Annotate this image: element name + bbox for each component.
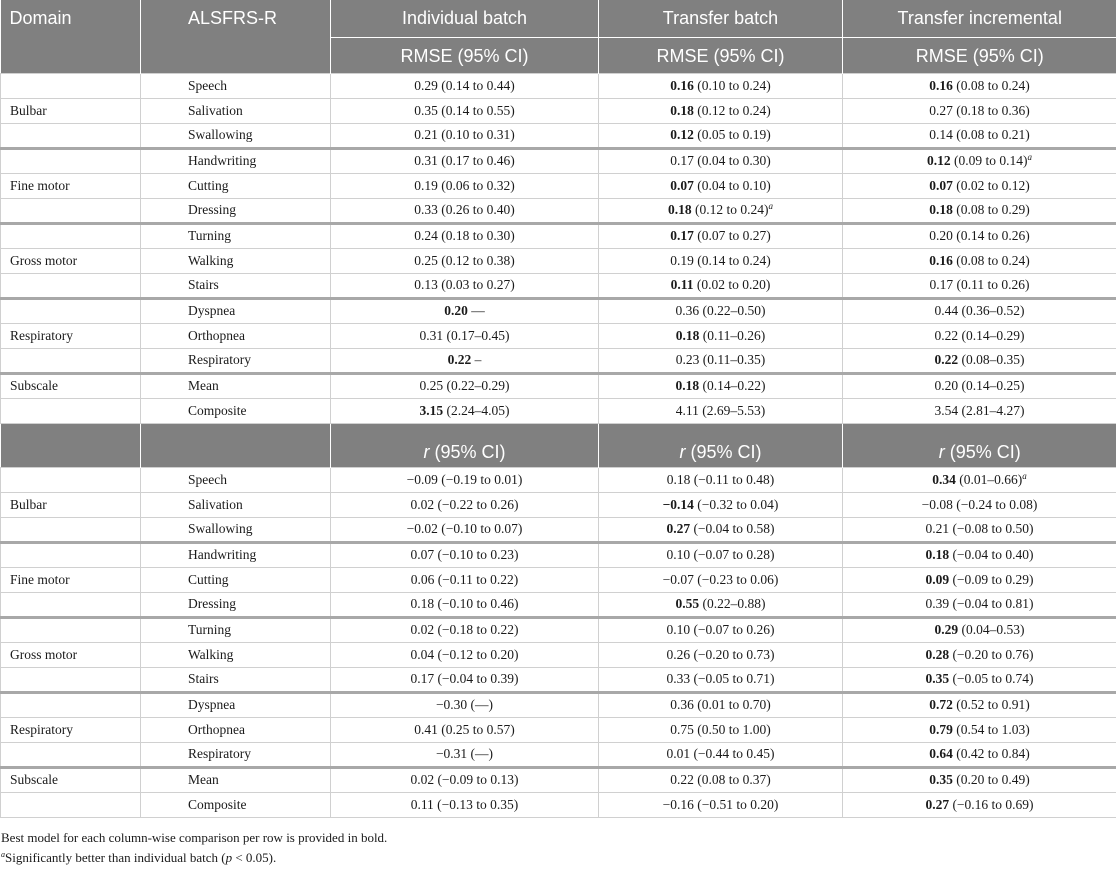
transfer-incremental-cell: 0.22 (0.08–0.35)	[843, 348, 1116, 373]
r-subheader: r (95% CI)	[331, 423, 599, 467]
header-spacer	[1, 423, 141, 467]
transfer-incremental-cell: −0.08 (−0.24 to 0.08)	[843, 492, 1116, 517]
transfer-batch-cell: 0.16 (0.10 to 0.24)	[599, 73, 843, 98]
transfer-incremental-cell: 0.29 (0.04–0.53)	[843, 617, 1116, 642]
item-cell: Respiratory	[141, 348, 331, 373]
transfer-batch-cell: 0.12 (0.05 to 0.19)	[599, 123, 843, 148]
transfer-incremental-cell: 0.39 (−0.04 to 0.81)	[843, 592, 1116, 617]
transfer-batch-cell: 0.10 (−0.07 to 0.26)	[599, 617, 843, 642]
table-row	[1, 717, 1116, 742]
individual-batch-cell: 0.35 (0.14 to 0.55)	[331, 98, 599, 123]
table-row	[1, 642, 1116, 667]
domain-cell	[1, 123, 141, 148]
domain-header: Domain	[1, 0, 141, 37]
rmse-section	[1, 73, 1116, 423]
transfer-incremental-cell: 0.09 (−0.09 to 0.29)	[843, 567, 1116, 592]
item-cell: Dressing	[141, 592, 331, 617]
transfer-batch-cell: −0.14 (−0.32 to 0.04)	[599, 492, 843, 517]
individual-batch-cell: 0.02 (−0.18 to 0.22)	[331, 617, 599, 642]
individual-batch-cell: 0.13 (0.03 to 0.27)	[331, 273, 599, 298]
item-cell: Composite	[141, 398, 331, 423]
individual-batch-cell: 0.25 (0.22–0.29)	[331, 373, 599, 398]
domain-cell: Subscale	[1, 373, 141, 398]
individual-batch-cell: 0.06 (−0.11 to 0.22)	[331, 567, 599, 592]
individual-batch-cell: 0.19 (0.06 to 0.32)	[331, 173, 599, 198]
item-cell: Stairs	[141, 667, 331, 692]
r-subheader: r (95% CI)	[843, 423, 1116, 467]
transfer-batch-cell: 4.11 (2.69–5.53)	[599, 398, 843, 423]
domain-cell	[1, 398, 141, 423]
transfer-incremental-cell: 0.16 (0.08 to 0.24)	[843, 73, 1116, 98]
individual-batch-cell: 0.04 (−0.12 to 0.20)	[331, 642, 599, 667]
individual-batch-cell: 0.24 (0.18 to 0.30)	[331, 223, 599, 248]
individual-batch-cell: 0.20 —	[331, 298, 599, 323]
table-row	[1, 517, 1116, 542]
transfer-incremental-cell: 0.17 (0.11 to 0.26)	[843, 273, 1116, 298]
domain-cell	[1, 348, 141, 373]
rmse-subheader: RMSE (95% CI)	[599, 37, 843, 73]
item-cell: Salivation	[141, 98, 331, 123]
transfer-incremental-cell: 0.34 $(0.01-0.66)^a$	[843, 467, 1116, 492]
rmse-subheader: RMSE (95% CI)	[331, 37, 599, 73]
domain-cell: Bulbar	[1, 492, 141, 517]
domain-cell	[1, 592, 141, 617]
transfer-incremental-cell: 0.07 (0.02 to 0.12)	[843, 173, 1116, 198]
transfer-incremental-cell: 0.72 (0.52 to 0.91)	[843, 692, 1116, 717]
table-row	[1, 398, 1116, 423]
table-row	[1, 173, 1116, 198]
transfer-batch-cell: 0.17 (0.04 to 0.30)	[599, 148, 843, 173]
individual-batch-cell: 0.02 (−0.22 to 0.26)	[331, 492, 599, 517]
individual-batch-cell: 0.21 (0.10 to 0.31)	[331, 123, 599, 148]
domain-cell	[1, 792, 141, 817]
transfer-incremental-cell: 0.21 (−0.08 to 0.50)	[843, 517, 1116, 542]
domain-cell	[1, 148, 141, 173]
individual-batch-cell: 0.02 (−0.09 to 0.13)	[331, 767, 599, 792]
transfer-batch-cell: 0.36 (0.01 to 0.70)	[599, 692, 843, 717]
domain-cell: Subscale	[1, 767, 141, 792]
table-footnotes	[1, 828, 1116, 868]
table-row	[1, 223, 1116, 248]
transfer-batch-cell: 0.07 (0.04 to 0.10)	[599, 173, 843, 198]
item-cell: Cutting	[141, 567, 331, 592]
item-cell: Dyspnea	[141, 298, 331, 323]
domain-cell: Gross motor	[1, 642, 141, 667]
transfer-batch-cell: 0.18 (−0.11 to 0.48)	[599, 467, 843, 492]
transfer-batch-header: Transfer batch	[599, 0, 843, 37]
item-cell: Dressing	[141, 198, 331, 223]
transfer-batch-cell: 0.19 (0.14 to 0.24)	[599, 248, 843, 273]
item-cell: Orthopnea	[141, 717, 331, 742]
table-row	[1, 667, 1116, 692]
transfer-batch-cell: 0.17 (0.07 to 0.27)	[599, 223, 843, 248]
item-cell: Composite	[141, 792, 331, 817]
transfer-incremental-cell: 0.28 (−0.20 to 0.76)	[843, 642, 1116, 667]
alsfrs-header: ALSFRS-R	[141, 0, 331, 37]
individual-batch-cell: 0.07 (−0.10 to 0.23)	[331, 542, 599, 567]
transfer-batch-cell: 0.36 (0.22–0.50)	[599, 298, 843, 323]
table-row	[1, 198, 1116, 223]
domain-cell	[1, 667, 141, 692]
item-cell: Swallowing	[141, 123, 331, 148]
item-cell: Handwriting	[141, 542, 331, 567]
table-row	[1, 692, 1116, 717]
transfer-incremental-cell: 0.79 (0.54 to 1.03)	[843, 717, 1116, 742]
table-row	[1, 73, 1116, 98]
table-row	[1, 592, 1116, 617]
item-cell: Walking	[141, 642, 331, 667]
domain-cell	[1, 73, 141, 98]
item-cell: Mean	[141, 373, 331, 398]
transfer-batch-cell: −0.07 (−0.23 to 0.06)	[599, 567, 843, 592]
domain-cell: Gross motor	[1, 248, 141, 273]
transfer-batch-cell: 0.26 (−0.20 to 0.73)	[599, 642, 843, 667]
transfer-batch-cell: 0.22 (0.08 to 0.37)	[599, 767, 843, 792]
table-row	[1, 567, 1116, 592]
domain-cell	[1, 742, 141, 767]
item-cell: Speech	[141, 73, 331, 98]
individual-batch-cell: −0.02 (−0.10 to 0.07)	[331, 517, 599, 542]
transfer-incremental-cell: 0.12 (0.09 to 0.14)$^a$	[843, 148, 1116, 173]
individual-batch-cell: 0.31 (0.17 to 0.46)	[331, 148, 599, 173]
domain-cell: Respiratory	[1, 323, 141, 348]
individual-batch-cell: −0.09 (−0.19 to 0.01)	[331, 467, 599, 492]
transfer-batch-cell: 0.11 (0.02 to 0.20)	[599, 273, 843, 298]
domain-cell	[1, 467, 141, 492]
transfer-batch-cell: 0.55 (0.22–0.88)	[599, 592, 843, 617]
transfer-incremental-header: Transfer incremental	[843, 0, 1116, 37]
transfer-incremental-cell: 0.64 (0.42 to 0.84)	[843, 742, 1116, 767]
transfer-batch-cell: 0.18 (0.12 to 0.24)$^a$	[599, 198, 843, 223]
table-row	[1, 492, 1116, 517]
transfer-batch-cell: 0.27 (−0.04 to 0.58)	[599, 517, 843, 542]
item-cell: Orthopnea	[141, 323, 331, 348]
individual-batch-cell: 0.17 (−0.04 to 0.39)	[331, 667, 599, 692]
individual-batch-cell: 0.29 (0.14 to 0.44)	[331, 73, 599, 98]
table-row	[1, 323, 1116, 348]
transfer-incremental-cell: 0.44 (0.36–0.52)	[843, 298, 1116, 323]
individual-batch-header: Individual batch	[331, 0, 599, 37]
header-spacer	[141, 423, 331, 467]
individual-batch-cell: −0.30 (—)	[331, 692, 599, 717]
transfer-batch-cell: 0.33 (−0.05 to 0.71)	[599, 667, 843, 692]
item-cell: Walking	[141, 248, 331, 273]
item-cell: Turning	[141, 223, 331, 248]
r-header-section	[1, 423, 1116, 467]
table-row	[1, 742, 1116, 767]
transfer-batch-cell: 0.18 (0.14–0.22)	[599, 373, 843, 398]
domain-cell	[1, 223, 141, 248]
transfer-incremental-cell: 0.35 (0.20 to 0.49)	[843, 767, 1116, 792]
domain-cell: Respiratory	[1, 717, 141, 742]
individual-batch-cell: 0.18 (−0.10 to 0.46)	[331, 592, 599, 617]
transfer-batch-cell: 0.10 (−0.07 to 0.28)	[599, 542, 843, 567]
item-cell: Speech	[141, 467, 331, 492]
header-spacer	[141, 37, 331, 73]
table-row	[1, 248, 1116, 273]
transfer-batch-cell: −0.16 (−0.51 to 0.20)	[599, 792, 843, 817]
transfer-incremental-cell: 0.27 (0.18 to 0.36)	[843, 98, 1116, 123]
r-section	[1, 467, 1116, 817]
table-row	[1, 148, 1116, 173]
domain-cell	[1, 692, 141, 717]
transfer-batch-cell: 0.75 (0.50 to 1.00)	[599, 717, 843, 742]
table-row	[1, 98, 1116, 123]
item-cell: Mean	[141, 767, 331, 792]
item-cell: Stairs	[141, 273, 331, 298]
domain-cell	[1, 542, 141, 567]
transfer-batch-cell: 0.23 (0.11–0.35)	[599, 348, 843, 373]
transfer-incremental-cell: 0.14 (0.08 to 0.21)	[843, 123, 1116, 148]
transfer-incremental-cell: 0.20 (0.14–0.25)	[843, 373, 1116, 398]
table-row	[1, 123, 1116, 148]
individual-batch-cell: 0.31 (0.17–0.45)	[331, 323, 599, 348]
individual-batch-cell: 0.11 (−0.13 to 0.35)	[331, 792, 599, 817]
item-cell: Handwriting	[141, 148, 331, 173]
domain-cell	[1, 273, 141, 298]
individual-batch-cell: 3.15 (2.24–4.05)	[331, 398, 599, 423]
domain-cell: Fine motor	[1, 173, 141, 198]
individual-batch-cell: −0.31 (—)	[331, 742, 599, 767]
bold-footnote: Best model for each column-wise comparison per row is provided in bold.	[1, 829, 388, 845]
item-cell: Turning	[141, 617, 331, 642]
r-subheader: r (95% CI)	[599, 423, 843, 467]
transfer-incremental-cell: 3.54 (2.81–4.27)	[843, 398, 1116, 423]
header-spacer	[1, 37, 141, 73]
domain-cell	[1, 517, 141, 542]
transfer-incremental-cell: 0.16 (0.08 to 0.24)	[843, 248, 1116, 273]
table-row	[1, 373, 1116, 398]
domain-cell	[1, 198, 141, 223]
table-row	[1, 467, 1116, 492]
transfer-batch-cell: 0.01 (−0.44 to 0.45)	[599, 742, 843, 767]
domain-cell: Fine motor	[1, 567, 141, 592]
table-row	[1, 298, 1116, 323]
transfer-incremental-cell: 0.27 (−0.16 to 0.69)	[843, 792, 1116, 817]
transfer-incremental-cell: 0.18 (0.08 to 0.29)	[843, 198, 1116, 223]
domain-cell: Bulbar	[1, 98, 141, 123]
individual-batch-cell: 0.41 (0.25 to 0.57)	[331, 717, 599, 742]
table-row	[1, 542, 1116, 567]
domain-cell	[1, 617, 141, 642]
table-row	[1, 767, 1116, 792]
transfer-batch-cell: 0.18 (0.12 to 0.24)	[599, 98, 843, 123]
item-cell: Dyspnea	[141, 692, 331, 717]
individual-batch-cell: 0.22 –	[331, 348, 599, 373]
item-cell: Respiratory	[141, 742, 331, 767]
item-cell: Swallowing	[141, 517, 331, 542]
table-row	[1, 348, 1116, 373]
item-cell: Salivation	[141, 492, 331, 517]
table-row	[1, 273, 1116, 298]
item-cell: Cutting	[141, 173, 331, 198]
individual-batch-cell: 0.33 (0.26 to 0.40)	[331, 198, 599, 223]
domain-cell	[1, 298, 141, 323]
transfer-incremental-cell: 0.22 (0.14–0.29)	[843, 323, 1116, 348]
table-row	[1, 617, 1116, 642]
transfer-batch-cell: 0.18 (0.11–0.26)	[599, 323, 843, 348]
transfer-incremental-cell: 0.18 (−0.04 to 0.40)	[843, 542, 1116, 567]
individual-batch-cell: 0.25 (0.12 to 0.38)	[331, 248, 599, 273]
rmse-subheader: RMSE (95% CI)	[843, 37, 1116, 73]
transfer-incremental-cell: 0.20 (0.14 to 0.26)	[843, 223, 1116, 248]
table-row	[1, 792, 1116, 817]
transfer-incremental-cell: 0.35 (−0.05 to 0.74)	[843, 667, 1116, 692]
significance-footnote: $^a$Significantly better than individual batch (p < 0.05).	[1, 849, 277, 865]
